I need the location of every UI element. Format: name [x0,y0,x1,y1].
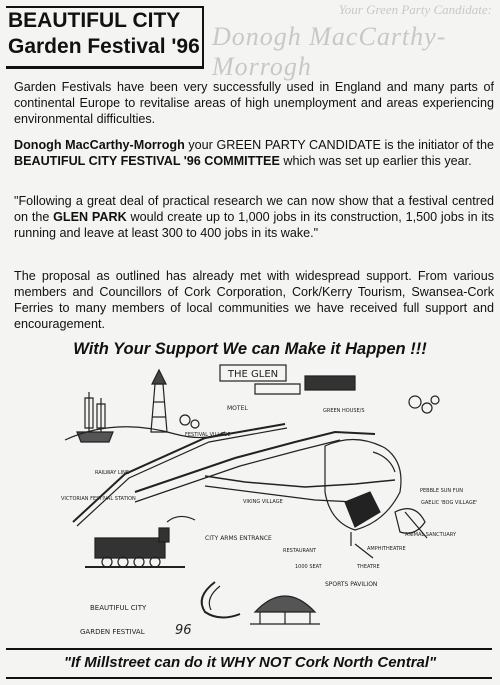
label-green-houses: GREEN HOUSE/S [323,408,365,414]
candidate-name: Donogh MacCarthy-Morrogh [14,138,185,152]
caption-year: 96 [175,623,192,638]
title-box [6,6,204,69]
label-festival-village: FESTIVAL VILLAGE [185,432,231,438]
amphitheatre-illustration [202,582,240,618]
glen-park: GLEN PARK [53,210,127,224]
caption-line-2: GARDEN FESTIVAL [80,628,145,636]
candidate-text-end: which was set up earlier this year. [279,154,472,168]
train-illustration [95,538,165,558]
paragraph-candidate [14,137,494,169]
candidate-text: your GREEN PARTY CANDIDATE is the initiator of the [184,138,494,152]
title-line-1: BEAUTIFUL CITY [8,9,181,32]
tower-illustration [151,384,167,432]
quote-end: would create up to 1,000 jobs in its construction, 1,500 jobs in its running and leave at least 300 to 400 jobs in its wake." [14,210,495,240]
footer-slogan: "If Millstreet can do it WHY NOT Cork North Central" [63,654,437,671]
paragraph-quote [14,193,494,241]
label-animal-sanctuary: ANIMAL SANCTUARY [405,532,457,538]
label-restaurant: RESTAURANT [283,548,317,554]
label-the-glen: THE GLEN [227,369,279,380]
paragraph-support: The proposal as outlined has already met with widespread support. From various members and Councillors of Cork Corporation, Cork/Kerry Tourism, Swansea-Cork Ferries to many members of local communities we have received full support and encouragement. [14,269,494,331]
bleed-through-text [212,2,492,81]
label-motel: MOTEL [227,405,248,412]
bleed-line-1: Your Green Party Candidate: [338,2,492,17]
pavilion-illustration [255,596,315,612]
festival-map [55,362,478,647]
label-seat: 1000 SEAT [295,564,322,570]
committee-name: BEAUTIFUL CITY FESTIVAL '96 COMMITTEE [14,154,280,168]
label-viking-village: VIKING VILLAGE [243,499,283,505]
label-railway-line: RAILWAY LINE [95,470,129,476]
label-theatre: THEATRE [357,564,380,570]
label-amphitheatre: AMPHITHEATRE [367,546,406,552]
caption-line-1: BEAUTIFUL CITY [90,604,147,612]
label-sports-pavilion: SPORTS PAVILION [325,581,378,588]
label-city-arms: CITY ARMS ENTRANCE [205,535,272,542]
title-line-2: Garden Festival '96 [8,35,200,58]
label-victorian-station: VICTORIAN FESTIVAL STATION [61,496,136,502]
paragraph-intro: Garden Festivals have been very successfully used in England and many parts of continental Europe to revitalise areas of high unemployment and areas experiencing environmental difficulties. [14,80,494,126]
footer-rule-top [6,648,492,650]
label-gaelic-bog-village: GAELIC 'BOG VILLAGE' [421,500,478,506]
quote-start: "Following a great deal of practical research we can now show that a festival centred on the [14,194,494,224]
footer-rule-bottom [6,677,492,679]
slogan: With Your Support We can Make it Happen !!! [73,340,427,358]
label-pebble-sun-fun: PEBBLE SUN FUN [420,488,464,494]
bleed-line-2: Donogh MacCarthy-Morrogh [212,22,447,81]
